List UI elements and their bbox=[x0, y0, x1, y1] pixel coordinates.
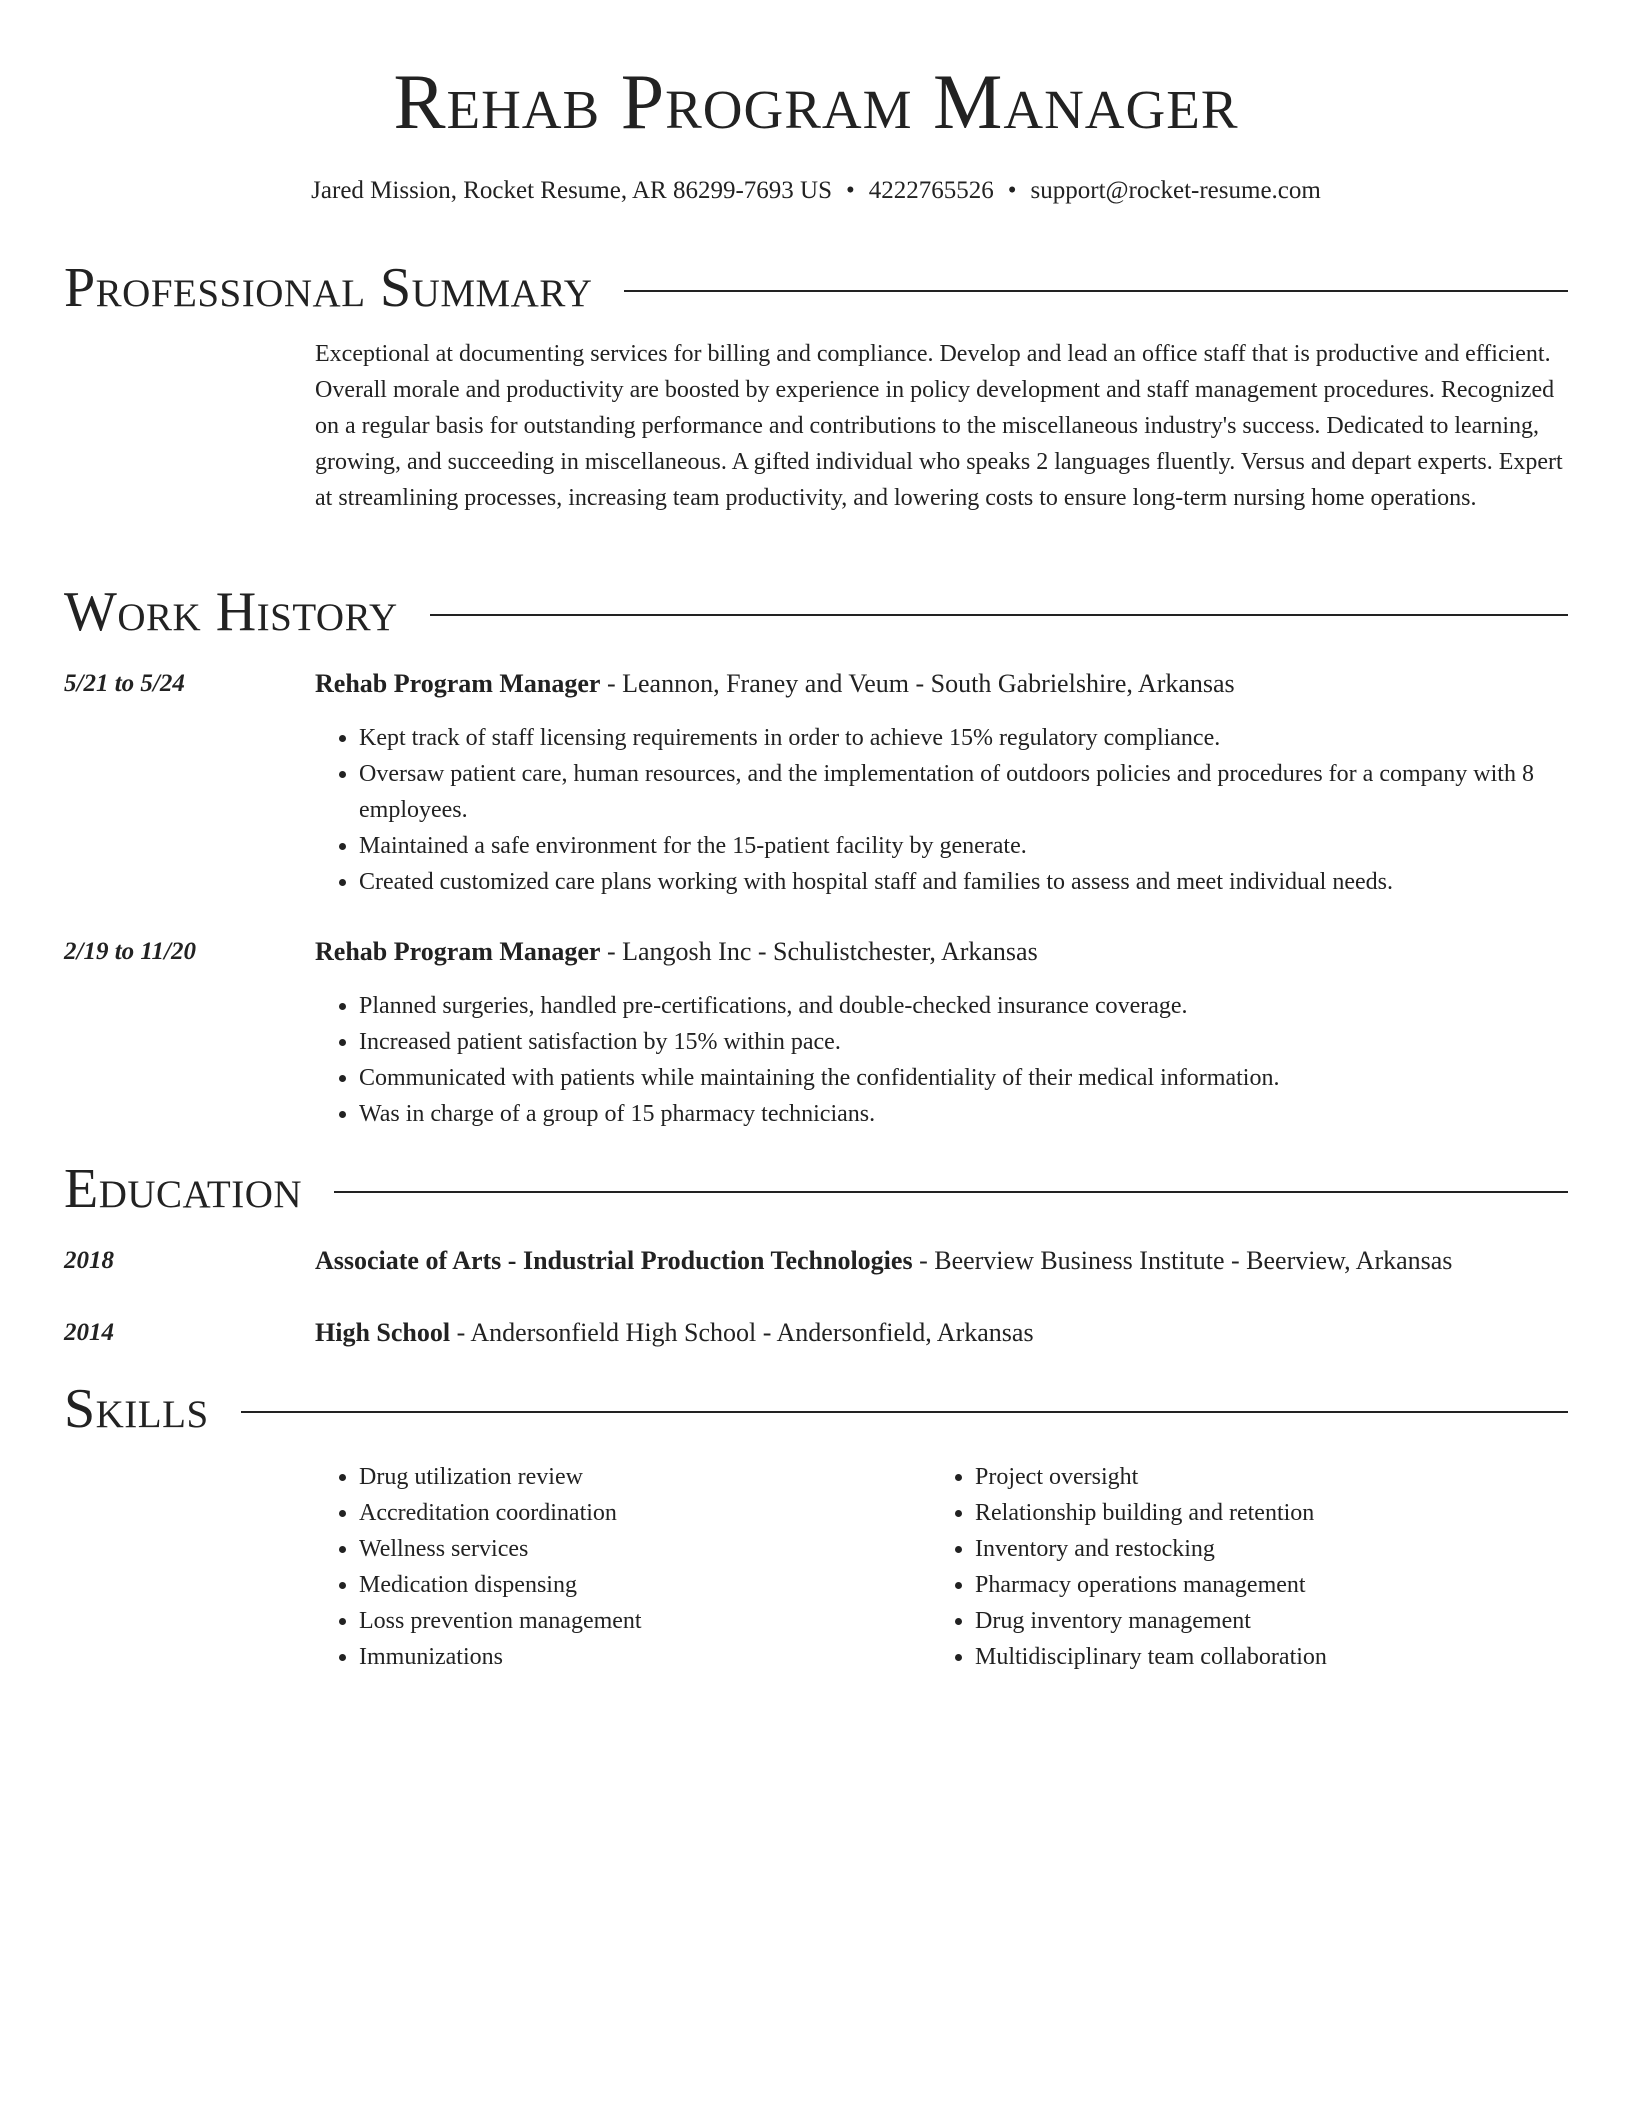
skills-column-left bbox=[315, 1459, 931, 1675]
section-header-summary bbox=[64, 256, 1568, 320]
contact-phone: 4222765526 bbox=[868, 177, 994, 204]
section-header-education bbox=[64, 1157, 1568, 1221]
skill-item: • Inventory and restocking bbox=[975, 1531, 1547, 1567]
school-details: - Beerview Business Institute - Beerview, Arkansas bbox=[912, 1246, 1453, 1275]
contact-email: support@rocket-resume.com bbox=[1030, 177, 1321, 204]
job-employer: - Leannon, Franey and Veum - South Gabrielshire, Arkansas bbox=[600, 669, 1235, 698]
section-title-summary: Professional Summary bbox=[64, 257, 593, 319]
list-item: • Kept track of staff licensing requirements in order to achieve 15% regulatory compliance. bbox=[359, 720, 1568, 756]
school-details: - Andersonfield High School - Andersonfield, Arkansas bbox=[450, 1318, 1034, 1347]
section-divider bbox=[430, 614, 1568, 616]
education-year: 2014 bbox=[64, 1319, 114, 1346]
summary-text: Exceptional at documenting services for billing and compliance. Develop and lead an office staff that is productive and efficient. Overall morale and productivity are boosted by experience in policy development and staff management procedures. Recognized on a regular basis for outstanding performance and contributions to the miscellaneous industry's success. Dedicated to learning, growing, and succeeding in miscellaneous. A gifted individual who speaks 2 languages fluently. Versus and depart experts. Expert at streamlining processes, increasing team productivity, and lowering costs to ensure long-term nursing home operations. bbox=[315, 341, 1563, 511]
list-item: • Planned surgeries, handled pre-certifications, and double-checked insurance coverage. bbox=[359, 988, 1568, 1024]
work-title-line bbox=[315, 666, 1568, 702]
work-dates: 2/19 to 11/20 bbox=[64, 938, 196, 965]
section-title-education: Education bbox=[64, 1158, 303, 1220]
skill-item: • Immunizations bbox=[359, 1639, 931, 1675]
skill-item: • Multidisciplinary team collaboration bbox=[975, 1639, 1547, 1675]
section-divider bbox=[624, 290, 1568, 292]
list-item: • Was in charge of a group of 15 pharmacy technicians. bbox=[359, 1096, 1568, 1132]
skill-item: • Accreditation coordination bbox=[359, 1495, 931, 1531]
education-year: 2018 bbox=[64, 1247, 114, 1274]
skills-column-right bbox=[931, 1459, 1547, 1675]
job-employer: - Langosh Inc - Schulistchester, Arkansas bbox=[600, 937, 1038, 966]
work-bullets bbox=[315, 988, 1568, 1132]
skill-item: • Project oversight bbox=[975, 1459, 1547, 1495]
section-divider bbox=[241, 1411, 1568, 1413]
section-title-work: Work History bbox=[64, 581, 398, 643]
resume-name: Rehab Program Manager bbox=[393, 58, 1239, 145]
work-dates: 5/21 to 5/24 bbox=[64, 670, 185, 697]
list-item: • Increased patient satisfaction by 15% within pace. bbox=[359, 1024, 1568, 1060]
contact-address: Jared Mission, Rocket Resume, AR 86299-7693 US bbox=[311, 177, 832, 204]
skill-item: • Relationship building and retention bbox=[975, 1495, 1547, 1531]
skill-item: • Wellness services bbox=[359, 1531, 931, 1567]
work-bullets bbox=[315, 720, 1568, 900]
list-item: • Maintained a safe environment for the 15-patient facility by generate. bbox=[359, 828, 1568, 864]
education-title-line bbox=[315, 1243, 1568, 1279]
skill-item: • Drug utilization review bbox=[359, 1459, 931, 1495]
section-divider bbox=[334, 1191, 1568, 1193]
skill-item: • Pharmacy operations management bbox=[975, 1567, 1547, 1603]
list-item: • Oversaw patient care, human resources, and the implementation of outdoors policies and procedures for a company with 8 employees. bbox=[359, 756, 1568, 828]
skill-item: • Loss prevention management bbox=[359, 1603, 931, 1639]
skill-item: • Drug inventory management bbox=[975, 1603, 1547, 1639]
job-title: Rehab Program Manager bbox=[315, 669, 601, 698]
contact-separator: • bbox=[846, 177, 855, 204]
education-title-line bbox=[315, 1315, 1568, 1351]
job-title: Rehab Program Manager bbox=[315, 937, 601, 966]
contact-separator: • bbox=[1007, 177, 1017, 204]
degree: Associate of Arts - Industrial Production Technologies bbox=[315, 1246, 913, 1275]
skills-list bbox=[315, 1459, 1568, 1675]
section-header-work bbox=[64, 580, 1568, 644]
list-item: • Created customized care plans working with hospital staff and families to assess and meet individual needs. bbox=[359, 864, 1568, 900]
contact-line bbox=[64, 174, 1568, 208]
skill-item: • Medication dispensing bbox=[359, 1567, 931, 1603]
section-header-skills bbox=[64, 1377, 1568, 1441]
list-item: • Communicated with patients while maintaining the confidentiality of their medical information. bbox=[359, 1060, 1568, 1096]
work-title-line bbox=[315, 934, 1568, 970]
degree: High School bbox=[315, 1318, 451, 1347]
section-title-skills: Skills bbox=[64, 1378, 209, 1440]
